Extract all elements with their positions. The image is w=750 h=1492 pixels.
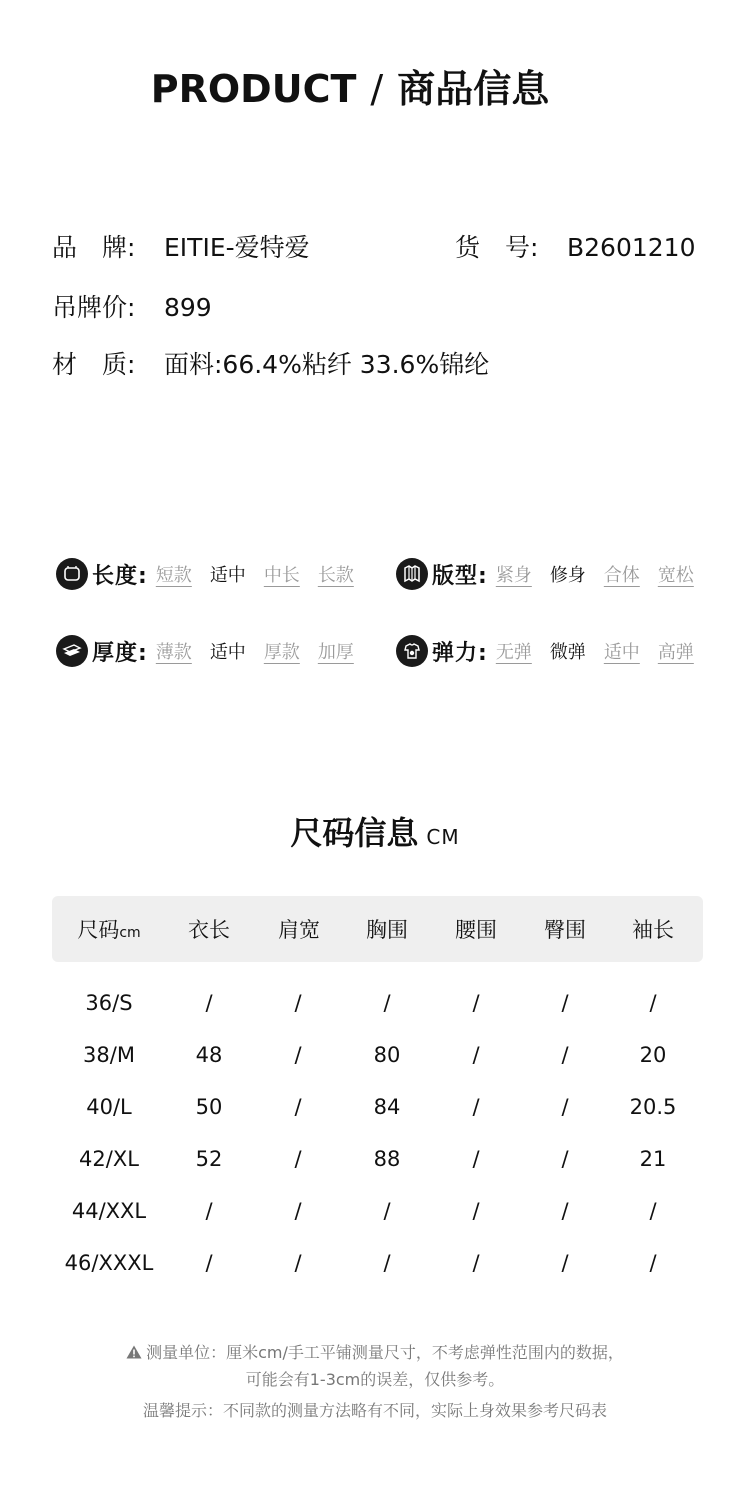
header-shoulder: 肩宽 [278, 918, 320, 942]
cell-size: 46/XXXL [64, 1251, 154, 1275]
title-cn: 商品信息 [397, 67, 550, 111]
header-waist: 腰围 [455, 918, 497, 942]
header-size-label: 尺码 [77, 918, 120, 942]
cell-length: 48 [195, 1043, 223, 1067]
cell-hip: / [561, 1251, 569, 1275]
material-row [52, 345, 489, 381]
price-row [52, 288, 212, 324]
cell-bust: 88 [373, 1147, 401, 1171]
header-size [64, 914, 154, 944]
cell-size: 44/XXL [71, 1199, 147, 1223]
brand-row [52, 228, 310, 264]
cell-bust: 80 [373, 1043, 401, 1067]
price-label: 吊牌价: [52, 293, 136, 322]
cell-bust: 84 [373, 1095, 401, 1119]
cell-hip: / [561, 1199, 569, 1223]
cell-waist: / [472, 1043, 480, 1067]
table-row [52, 1193, 703, 1233]
size-section-title [0, 808, 750, 854]
cell-waist: / [472, 1147, 480, 1171]
header-hip: 臀围 [544, 918, 586, 942]
feature-length [56, 557, 354, 591]
cell-length: 50 [195, 1095, 223, 1119]
feature-elasticity [396, 634, 694, 668]
table-row [52, 1245, 703, 1285]
cell-hip: / [561, 1043, 569, 1067]
title-en: PRODUCT [150, 67, 357, 111]
elasticity-label: 弹力: [432, 640, 488, 666]
cell-length: 52 [195, 1147, 223, 1171]
fit-option-regular: 合体 [603, 565, 640, 586]
table-row [52, 1089, 703, 1129]
sku-row [455, 228, 696, 264]
title-slash: / [370, 67, 384, 111]
cell-shoulder: / [294, 1095, 302, 1119]
cell-sleeve: / [649, 991, 657, 1015]
header-length: 衣长 [188, 918, 230, 942]
cell-size: 42/XL [79, 1147, 139, 1171]
length-icon [56, 558, 88, 590]
header-sleeve: 袖长 [632, 918, 674, 942]
note-line-2: 可能会有1-3cm的误差，仅供参考。 [245, 1370, 505, 1389]
cell-shoulder: / [294, 1147, 302, 1171]
cell-size: 36/S [85, 991, 133, 1015]
length-option-mid-long: 中长 [263, 565, 300, 586]
cell-hip: / [561, 1147, 569, 1171]
elasticity-option-high: 高弹 [657, 642, 694, 663]
thickness-option-extra-thick: 加厚 [317, 642, 354, 663]
elasticity-icon [396, 635, 428, 667]
cell-length: / [205, 991, 213, 1015]
header-size-unit: cm [119, 925, 141, 941]
cell-length: / [205, 1251, 213, 1275]
note-line-3: 温馨提示：不同款的测量方法略有不同，实际上身效果参考尺码表 [142, 1401, 607, 1420]
cell-waist: / [472, 991, 480, 1015]
warning-icon [126, 1343, 146, 1362]
cell-length: / [205, 1199, 213, 1223]
feature-thickness [56, 634, 354, 668]
fit-option-slim: 修身 [549, 565, 586, 586]
table-row [52, 985, 703, 1025]
cell-waist: / [472, 1199, 480, 1223]
feature-fit [396, 557, 694, 591]
cell-size: 40/L [86, 1095, 132, 1119]
brand-value: EITIE-爱特爱 [164, 233, 310, 262]
cell-sleeve: 20.5 [629, 1095, 677, 1119]
header-bust: 胸围 [366, 918, 408, 942]
note-line-1 [0, 1340, 750, 1363]
fit-option-tight: 紧身 [495, 565, 532, 586]
cell-shoulder: / [294, 1251, 302, 1275]
price-value: 899 [164, 293, 212, 322]
length-option-long: 长款 [317, 565, 354, 586]
cell-bust: / [383, 1251, 391, 1275]
cell-sleeve: 20 [639, 1043, 667, 1067]
note-text-1: 测量单位：厘米cm/手工平铺测量尺寸，不考虑弹性范围内的数据， [146, 1343, 624, 1362]
fit-label: 版型: [432, 563, 488, 589]
length-option-short: 短款 [155, 565, 192, 586]
cell-hip: / [561, 1095, 569, 1119]
size-title-text: 尺码信息 [290, 814, 419, 852]
fit-icon [396, 558, 428, 590]
cell-waist: / [472, 1095, 480, 1119]
elasticity-option-medium: 适中 [603, 642, 640, 663]
length-label: 长度: [92, 563, 148, 589]
cell-bust: / [383, 991, 391, 1015]
cell-sleeve: / [649, 1251, 657, 1275]
elasticity-option-none: 无弹 [495, 642, 532, 663]
cell-shoulder: / [294, 991, 302, 1015]
brand-label: 品 牌: [52, 233, 136, 262]
table-row [52, 1141, 703, 1181]
cell-bust: / [383, 1199, 391, 1223]
size-title-unit: CM [426, 825, 460, 849]
thickness-option-medium: 适中 [209, 642, 246, 663]
size-table-header [52, 896, 703, 962]
thickness-label: 厚度: [92, 640, 148, 666]
table-row [52, 1037, 703, 1077]
sku-value: B2601210 [567, 233, 696, 262]
thickness-icon [56, 635, 88, 667]
length-option-medium: 适中 [209, 565, 246, 586]
material-label: 材 质: [52, 350, 136, 379]
elasticity-option-slight: 微弹 [549, 642, 586, 663]
cell-sleeve: / [649, 1199, 657, 1223]
sku-label: 货 号: [455, 233, 539, 262]
cell-hip: / [561, 991, 569, 1015]
material-value: 面料:66.4%粘纤 33.6%锦纶 [164, 350, 490, 379]
cell-shoulder: / [294, 1199, 302, 1223]
cell-size: 38/M [83, 1043, 135, 1067]
fit-option-loose: 宽松 [657, 565, 694, 586]
thickness-option-thin: 薄款 [155, 642, 192, 663]
thickness-option-thick: 厚款 [263, 642, 300, 663]
page-title [0, 58, 700, 113]
cell-waist: / [472, 1251, 480, 1275]
cell-sleeve: 21 [639, 1147, 667, 1171]
cell-shoulder: / [294, 1043, 302, 1067]
